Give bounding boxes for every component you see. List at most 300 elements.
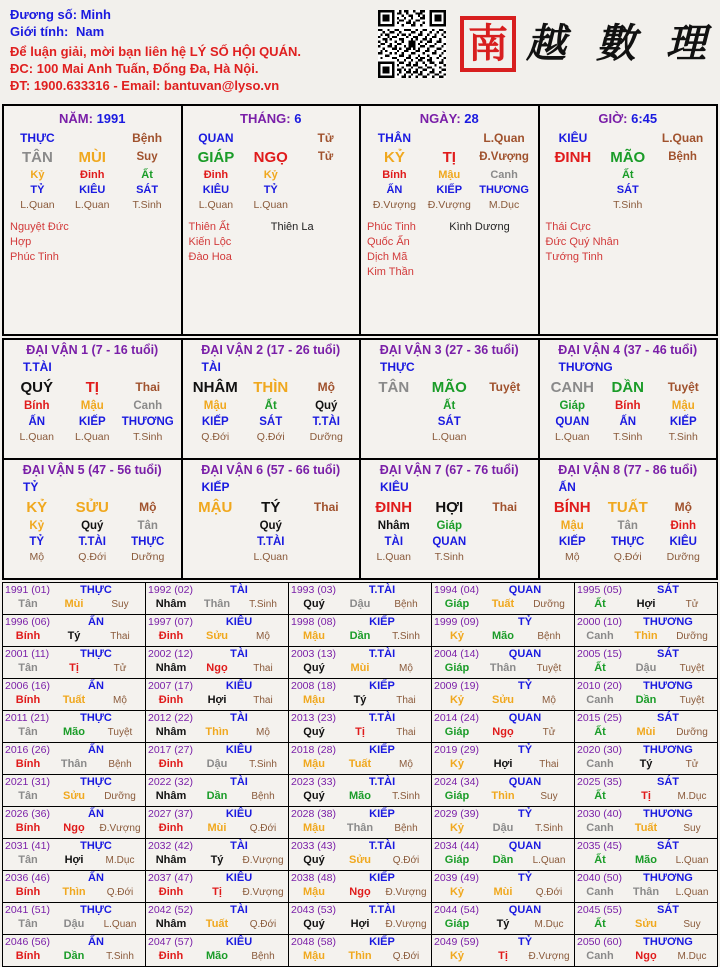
table-row xyxy=(3,743,718,775)
year-branch: Tuất xyxy=(491,598,515,610)
dai-van-hidden-stem: Kỷ xyxy=(29,520,45,532)
year-stage: L.Quan xyxy=(103,919,137,930)
year-cell[interactable] xyxy=(3,807,146,839)
year-stem: Canh xyxy=(586,886,614,898)
dai-van-cell-6[interactable] xyxy=(183,460,362,578)
year-label: 1999 (09) xyxy=(434,616,479,628)
hidden-god xyxy=(298,183,353,198)
dai-van-branch: TÝ xyxy=(261,498,281,516)
year-branch: Thìn xyxy=(348,950,372,962)
year-cell[interactable] xyxy=(289,647,432,679)
year-branch: Mão xyxy=(635,854,657,866)
dai-van-stage: Thai xyxy=(492,500,518,514)
year-god: ẤN xyxy=(88,744,104,756)
year-label: 1997 (07) xyxy=(148,616,193,628)
dai-van-hidden-stage: L.Quan xyxy=(19,431,54,443)
year-god: T.TÀI xyxy=(368,712,396,724)
year-cell[interactable] xyxy=(575,935,718,967)
year-cell[interactable] xyxy=(146,775,289,807)
dai-van-god: ẤN xyxy=(558,480,576,494)
year-stem: Kỷ xyxy=(449,822,465,834)
pillar-top-stage: L.Quan xyxy=(661,131,704,145)
year-branch: Mão xyxy=(206,950,228,962)
year-stage: Đ.Vượng xyxy=(528,951,570,962)
year-label: 2017 (27) xyxy=(148,744,193,756)
hidden-stage xyxy=(546,198,601,213)
dai-van-cell-3[interactable] xyxy=(361,340,540,458)
year-stem: Đinh xyxy=(158,758,184,770)
dai-van-branch: TUẤT xyxy=(607,498,648,516)
pillar-branch: NGỌ xyxy=(253,149,288,166)
dai-van-hidden-stem xyxy=(366,398,422,414)
year-cell[interactable] xyxy=(146,679,289,711)
year-cell[interactable] xyxy=(575,903,718,935)
hidden-stem: Bính xyxy=(382,169,407,181)
year-cell[interactable] xyxy=(432,839,575,871)
year-stage: M.Dục xyxy=(534,919,564,930)
year-label: 2012 (22) xyxy=(148,712,193,724)
year-god: T.TÀI xyxy=(368,584,396,596)
year-god: THƯƠNG xyxy=(643,872,693,884)
pillar-stage: Bệnh xyxy=(668,151,697,163)
year-god: KIÊU xyxy=(225,680,253,692)
year-stem: Giáp xyxy=(444,726,470,738)
promo-line-2: ĐC: 100 Mai Anh Tuấn, Đống Đa, Hà Nội. xyxy=(10,61,259,76)
year-stage: Đ.Vượng xyxy=(385,919,427,930)
star-item: Đức Quý Nhân xyxy=(545,236,619,248)
year-cell[interactable] xyxy=(289,711,432,743)
year-stem: Giáp xyxy=(444,854,470,866)
year-stage: M.Dục xyxy=(105,855,135,866)
dai-van-hidden-stage xyxy=(188,550,244,565)
year-branch: Dần xyxy=(63,950,85,962)
dai-van-stage: Thai xyxy=(135,380,161,394)
dai-van-stage: Mộ xyxy=(139,500,157,514)
year-cell[interactable] xyxy=(3,583,146,615)
year-cell[interactable] xyxy=(146,647,289,679)
year-stem: Ất xyxy=(594,662,606,674)
year-cell[interactable] xyxy=(3,903,146,935)
year-cell[interactable] xyxy=(289,743,432,775)
dai-van-title: ĐẠI VẬN 7 (67 - 76 tuổi) xyxy=(379,463,519,477)
dai-van-panel xyxy=(2,338,718,580)
hidden-stem: Đinh xyxy=(80,169,105,181)
pillar-title xyxy=(10,111,175,126)
year-stem: Nhâm xyxy=(155,662,187,674)
year-cell[interactable] xyxy=(289,775,432,807)
hidden-god: SÁT xyxy=(136,184,159,196)
hidden-stem: Ất xyxy=(621,169,634,181)
year-label: 1998 (08) xyxy=(291,616,336,628)
year-god: TÀI xyxy=(230,712,248,724)
year-cell[interactable] xyxy=(146,935,289,967)
dai-van-hidden-stem: Đinh xyxy=(670,520,697,532)
star-item: Tướng Tinh xyxy=(545,251,603,263)
dai-van-hidden-stem: Ất xyxy=(264,400,277,412)
year-stage: T.Sinh xyxy=(106,951,134,962)
year-god: ẤN xyxy=(88,936,104,948)
year-cell[interactable] xyxy=(289,839,432,871)
dai-van-hidden-stage: L.Quan xyxy=(376,551,411,563)
dai-van-branch: TỊ xyxy=(85,378,99,396)
year-label: 2043 (53) xyxy=(291,904,336,916)
table-row xyxy=(3,583,718,615)
year-branch: Ngọ xyxy=(349,886,371,898)
pillar-stage: Suy xyxy=(136,151,158,163)
dai-van-hidden-god: T.TÀI xyxy=(78,536,106,548)
year-stage: Bệnh xyxy=(108,759,132,770)
year-cell[interactable] xyxy=(289,679,432,711)
year-god: KIẾP xyxy=(369,808,395,820)
year-stage: Thai xyxy=(110,631,130,642)
star-item: Phúc Tinh xyxy=(10,251,59,263)
year-stage: Mộ xyxy=(542,695,556,706)
year-cell[interactable] xyxy=(3,711,146,743)
pillar-value: 28 xyxy=(464,111,479,126)
year-stage: Đ.Vượng xyxy=(385,887,427,898)
qr-code-icon[interactable] xyxy=(378,10,446,78)
dai-van-branch: HỢI xyxy=(435,498,464,516)
year-cell[interactable] xyxy=(289,615,432,647)
table-row xyxy=(3,615,718,647)
year-stage: Tử xyxy=(113,663,127,674)
year-stage: Dưỡng xyxy=(104,791,136,802)
year-stage: Bệnh xyxy=(394,599,418,610)
year-branch: Tý xyxy=(210,854,224,866)
table-row xyxy=(3,935,718,967)
pillar-branch: MÙI xyxy=(78,149,106,166)
dai-van-god: KIÊU xyxy=(380,480,409,494)
year-cell[interactable] xyxy=(3,871,146,903)
dai-van-god: T.TÀI xyxy=(23,360,52,374)
year-cell[interactable] xyxy=(289,903,432,935)
pillar-top-god: THỰC xyxy=(20,131,55,145)
year-branch: Hợi xyxy=(493,758,513,770)
dai-van-stem: KỶ xyxy=(26,498,48,516)
year-cell[interactable] xyxy=(289,583,432,615)
year-label: 1991 (01) xyxy=(5,584,50,596)
pillar-top-god: KIÊU xyxy=(558,131,588,145)
dai-van-cell-5[interactable] xyxy=(4,460,183,578)
year-cell[interactable] xyxy=(575,839,718,871)
year-cell[interactable] xyxy=(3,615,146,647)
subject-name-value: Minh xyxy=(80,7,111,22)
year-label: 2047 (57) xyxy=(148,936,193,948)
year-cell[interactable] xyxy=(432,647,575,679)
year-cell[interactable] xyxy=(575,711,718,743)
year-god: TÀI xyxy=(230,840,248,852)
dai-van-branch: THÌN xyxy=(253,378,289,396)
year-stem: Quý xyxy=(303,598,325,610)
year-god: KIÊU xyxy=(225,744,253,756)
year-stem: Nhâm xyxy=(155,854,187,866)
dai-van-cell-7[interactable] xyxy=(361,460,540,578)
year-branch: Mùi xyxy=(64,598,84,610)
pillar-top-god: THÂN xyxy=(377,131,412,145)
year-cell[interactable] xyxy=(575,583,718,615)
year-cell[interactable] xyxy=(432,935,575,967)
dai-van-hidden-stem: Giáp xyxy=(436,520,463,532)
year-label: 2026 (36) xyxy=(5,808,50,820)
year-god: THƯƠNG xyxy=(643,744,693,756)
star-list xyxy=(189,220,354,265)
dai-van-hidden-stage: Q.Đới xyxy=(256,431,285,443)
year-cell[interactable] xyxy=(432,807,575,839)
hidden-stem xyxy=(298,168,353,183)
year-stem: Mậu xyxy=(303,630,325,642)
year-god: TÀI xyxy=(230,904,248,916)
year-branch: Mão xyxy=(492,630,514,642)
year-cell[interactable] xyxy=(146,583,289,615)
year-stage: Đ.Vượng xyxy=(242,855,284,866)
pillar-2 xyxy=(183,106,362,334)
hidden-stem xyxy=(546,168,601,183)
year-label: 2016 (26) xyxy=(5,744,50,756)
year-stage: Tử xyxy=(542,727,556,738)
year-cell[interactable] xyxy=(3,775,146,807)
hidden-stage: Đ.Vượng xyxy=(427,199,471,211)
year-branch: Thân xyxy=(489,662,517,674)
year-cell[interactable] xyxy=(289,871,432,903)
year-label: 2030 (40) xyxy=(577,808,622,820)
year-branch: Mùi xyxy=(350,662,370,674)
year-god: SÁT xyxy=(657,584,679,596)
year-cell[interactable] xyxy=(289,807,432,839)
year-god: THỰC xyxy=(80,584,112,596)
year-label: 2049 (59) xyxy=(434,936,479,948)
pillar-stem: ĐINH xyxy=(554,149,592,166)
year-cell[interactable] xyxy=(289,935,432,967)
year-cell[interactable] xyxy=(3,679,146,711)
dai-van-hidden-god: TÀI xyxy=(384,536,404,548)
pillar-title xyxy=(189,111,354,126)
dai-van-hidden-stage: Q.Đới xyxy=(613,551,642,563)
year-stem: Đinh xyxy=(158,694,184,706)
year-god: T.TÀI xyxy=(368,776,396,788)
year-cell[interactable] xyxy=(432,679,575,711)
year-label: 2027 (37) xyxy=(148,808,193,820)
year-stem: Quý xyxy=(303,662,325,674)
hidden-stem: Canh xyxy=(490,169,518,181)
dai-van-row xyxy=(4,460,716,578)
year-label: 2008 (18) xyxy=(291,680,336,692)
year-stage: Thai xyxy=(253,695,273,706)
star-item: Thiên Ất xyxy=(188,221,230,233)
pillar-4 xyxy=(540,106,717,334)
hidden-stem: Kỷ xyxy=(30,169,45,181)
year-branch: Tý xyxy=(67,630,81,642)
dai-van-stage: Mộ xyxy=(317,380,335,394)
pillar-stage: Tử xyxy=(317,151,334,163)
year-stem: Canh xyxy=(586,758,614,770)
year-branch: Thìn xyxy=(205,726,229,738)
dai-van-hidden-god: THƯƠNG xyxy=(121,416,174,428)
year-cell[interactable] xyxy=(575,807,718,839)
year-god: THỰC xyxy=(80,648,112,660)
year-cell[interactable] xyxy=(3,647,146,679)
hidden-stage xyxy=(655,198,710,213)
year-cell[interactable] xyxy=(575,647,718,679)
year-cell[interactable] xyxy=(432,903,575,935)
year-stage: Q.Đới xyxy=(392,951,420,962)
year-stem: Kỷ xyxy=(449,886,465,898)
year-branch: Sửu xyxy=(205,630,229,642)
dai-van-hidden-stage: L.Quan xyxy=(555,431,590,443)
subject-name-line xyxy=(10,6,370,23)
year-cell[interactable] xyxy=(432,583,575,615)
hidden-stage: L.Quan xyxy=(20,199,55,211)
pillar-label: NĂM: xyxy=(59,111,93,126)
year-label: 2009 (19) xyxy=(434,680,479,692)
year-cell[interactable] xyxy=(575,871,718,903)
year-cell[interactable] xyxy=(146,871,289,903)
dai-van-hidden-stage: Dưỡng xyxy=(666,551,700,563)
hidden-stage xyxy=(298,198,353,213)
year-label: 2039 (49) xyxy=(434,872,479,884)
pillar-top-spacer xyxy=(600,130,655,147)
year-cell[interactable] xyxy=(3,839,146,871)
pillar-top-spacer xyxy=(422,130,477,147)
year-cell[interactable] xyxy=(3,935,146,967)
year-stem: Giáp xyxy=(444,662,470,674)
dai-van-cell-2[interactable] xyxy=(183,340,362,458)
year-cell[interactable] xyxy=(575,775,718,807)
gender-label: Giới tính: xyxy=(10,24,69,39)
year-stem: Tân xyxy=(18,790,38,802)
dai-van-hidden-stage: Q.Đới xyxy=(78,551,107,563)
year-cell[interactable] xyxy=(146,903,289,935)
year-label: 2035 (45) xyxy=(577,840,622,852)
dai-van-branch: DẦN xyxy=(611,378,644,396)
page-header xyxy=(0,0,720,104)
star-item: Dịch Mã xyxy=(367,251,408,263)
year-branch: Tý xyxy=(639,758,653,770)
dai-van-title: ĐẠI VẬN 2 (17 - 26 tuổi) xyxy=(201,343,341,357)
year-god: THƯƠNG xyxy=(643,680,693,692)
star-item: Thiên La xyxy=(270,221,314,233)
dai-van-hidden-stage: Mộ xyxy=(29,551,45,563)
year-stem: Ất xyxy=(594,598,606,610)
year-cell[interactable] xyxy=(432,775,575,807)
year-cell[interactable] xyxy=(575,743,718,775)
dai-van-hidden-god: T.TÀI xyxy=(257,536,285,548)
hidden-god: TỶ xyxy=(263,184,278,196)
year-god: THƯƠNG xyxy=(643,616,693,628)
year-stem: Nhâm xyxy=(155,598,187,610)
year-branch: Dần xyxy=(635,694,657,706)
year-cell[interactable] xyxy=(146,711,289,743)
year-cell[interactable] xyxy=(575,679,718,711)
year-stem: Bính xyxy=(15,950,41,962)
hidden-stage: L.Quan xyxy=(253,199,288,211)
year-stem: Tân xyxy=(18,662,38,674)
dai-van-hidden-stage xyxy=(477,430,533,445)
year-stage: L.Quan xyxy=(675,855,709,866)
year-god: ẤN xyxy=(88,616,104,628)
dai-van-hidden-stem: Quý xyxy=(81,520,104,532)
year-branch: Dần xyxy=(492,854,514,866)
year-stem: Tân xyxy=(18,598,38,610)
year-cell[interactable] xyxy=(3,743,146,775)
year-cell[interactable] xyxy=(146,743,289,775)
year-cell[interactable] xyxy=(432,615,575,647)
dai-van-hidden-god: KIẾP xyxy=(78,416,106,428)
dai-van-hidden-god: THỰC xyxy=(131,536,165,548)
dai-van-cell-1[interactable] xyxy=(4,340,183,458)
year-stem: Ất xyxy=(594,918,606,930)
year-label: 1992 (02) xyxy=(148,584,193,596)
dai-van-cell-8[interactable] xyxy=(540,460,717,578)
year-branch: Sửu xyxy=(491,694,515,706)
dai-van-stage: Mộ xyxy=(674,500,692,514)
hidden-stage: T.Sinh xyxy=(132,199,162,211)
year-stage: T.Sinh xyxy=(535,823,563,834)
pillar-top-stage: Bệnh xyxy=(132,131,163,145)
year-stage: Tuyệt xyxy=(107,727,133,738)
dai-van-hidden-stem: Canh xyxy=(133,400,163,412)
hidden-stage: L.Quan xyxy=(75,199,110,211)
dai-van-hidden-stage xyxy=(299,550,355,565)
year-god: KIÊU xyxy=(225,616,253,628)
year-stem: Mậu xyxy=(303,694,325,706)
year-branch: Dậu xyxy=(63,918,85,930)
year-label: 2046 (56) xyxy=(5,936,50,948)
year-cell[interactable] xyxy=(146,615,289,647)
year-label: 2020 (30) xyxy=(577,744,622,756)
pillar-label: NGÀY: xyxy=(419,111,461,126)
year-branch: Tị xyxy=(355,726,365,738)
year-stem: Tân xyxy=(18,918,38,930)
year-stage: Q.Đới xyxy=(106,887,134,898)
year-label: 2024 (34) xyxy=(434,776,479,788)
year-branch: Sửu xyxy=(62,790,86,802)
hidden-stem xyxy=(655,168,710,183)
dai-van-hidden-stem xyxy=(188,518,244,534)
year-branch: Tị xyxy=(641,790,651,802)
year-stem: Đinh xyxy=(158,950,184,962)
year-stage: T.Sinh xyxy=(392,631,420,642)
pillar-top-stage: Tử xyxy=(317,131,334,145)
dai-van-hidden-stem: Mậu xyxy=(671,400,695,412)
dai-van-cell-4[interactable] xyxy=(540,340,717,458)
star-item: Nguyệt Đức Hợp xyxy=(10,221,69,248)
year-cell[interactable] xyxy=(146,839,289,871)
year-label: 2044 (54) xyxy=(434,904,479,916)
year-stage: Mộ xyxy=(256,631,270,642)
year-label: 2031 (41) xyxy=(5,840,50,852)
header-info-block xyxy=(0,6,370,94)
year-branch: Mão xyxy=(349,790,371,802)
dai-van-hidden-god: ẤN xyxy=(28,416,46,428)
pillar-top-god: QUAN xyxy=(198,131,234,145)
year-label: 2002 (12) xyxy=(148,648,193,660)
year-cell[interactable] xyxy=(432,871,575,903)
dai-van-god: TỶ xyxy=(23,480,39,494)
dai-van-hidden-stage xyxy=(477,550,533,565)
year-cell[interactable] xyxy=(432,743,575,775)
year-cell[interactable] xyxy=(146,807,289,839)
year-cell[interactable] xyxy=(575,615,718,647)
year-branch: Dậu xyxy=(635,662,657,674)
year-stage: Bệnh xyxy=(537,631,561,642)
year-god: T.TÀI xyxy=(368,840,396,852)
hidden-god xyxy=(655,183,710,198)
hidden-stage: M.Dục xyxy=(488,199,520,211)
dai-van-stem: ĐINH xyxy=(375,498,413,516)
year-branch: Dậu xyxy=(206,758,228,770)
year-stem: Đinh xyxy=(158,822,184,834)
year-cell[interactable] xyxy=(432,711,575,743)
